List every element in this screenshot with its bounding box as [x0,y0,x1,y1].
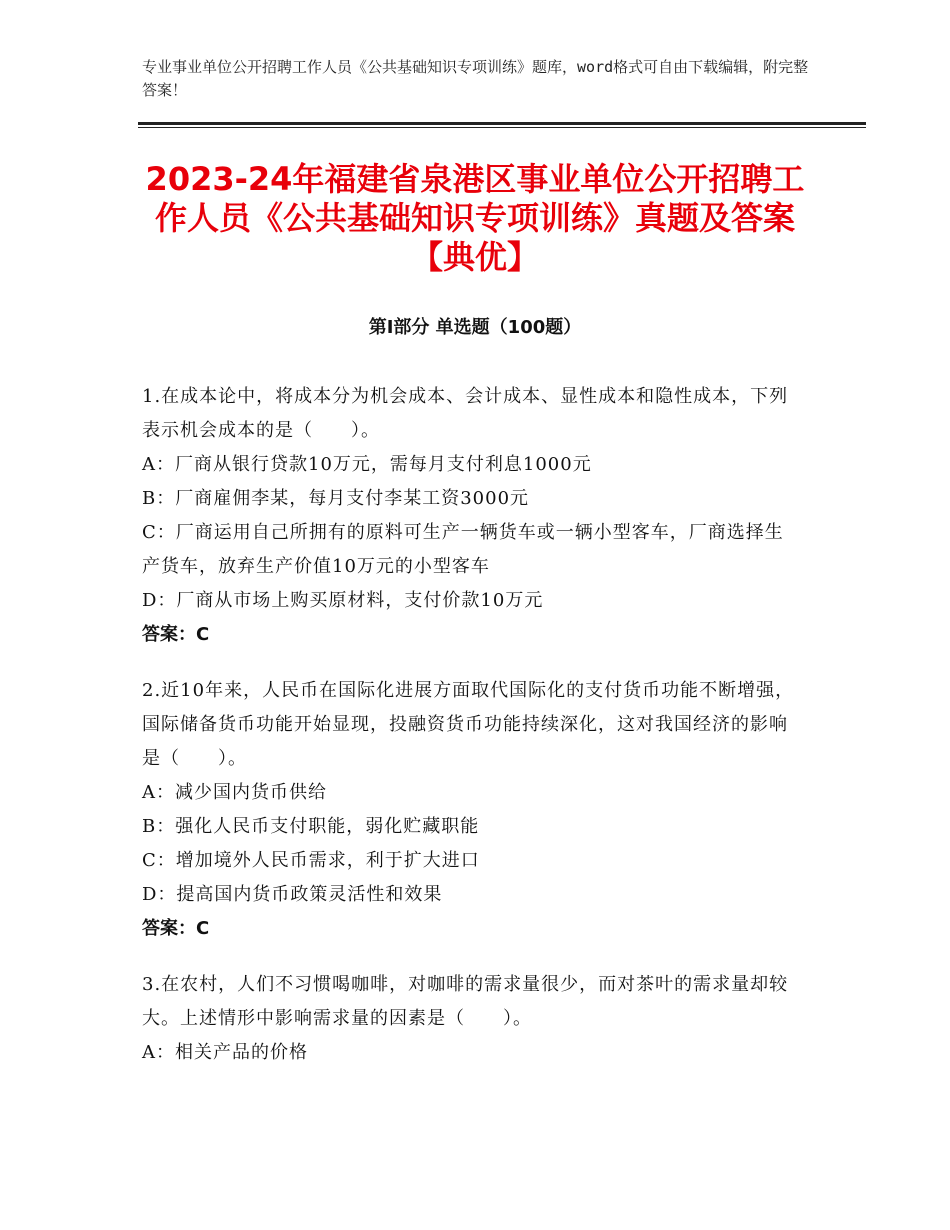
question-list [142,380,802,1092]
section-heading: 第Ⅰ部分 单选题（100题） [368,317,582,338]
answer: 答案：C [142,624,210,645]
question-2 [142,674,802,946]
option-b: B：强化人民币支付职能，弱化贮藏职能 [142,816,480,837]
question-3 [142,968,802,1070]
question-stem: 3.在农村，人们不习惯喝咖啡，对咖啡的需求量很少，而对茶叶的需求量却较大。上述情形中影响需求量的因素是（ ）。 [142,974,789,1029]
question-stem: 2.近10年来，人民币在国际化进展方面取代国际化的支付货币功能不断增强，国际储备货币功能开始显现，投融资货币功能持续深化，这对我国经济的影响是（ ）。 [142,680,795,769]
option-b: B：厂商雇佣李某，每月支付李某工资3000元 [142,488,530,509]
header-divider-thick [138,122,866,125]
answer: 答案：C [142,918,210,939]
header-divider-thin [138,127,866,128]
header-note: 专业事业单位公开招聘工作人员《公共基础知识专项训练》题库，word格式可自由下载编辑，附完整答案！ [142,58,809,99]
option-a: A：相关产品的价格 [142,1042,308,1063]
document-title: 2023-24年福建省泉港区事业单位公开招聘工作人员《公共基础知识专项训练》真题及答案【典优】 [145,160,805,276]
option-c: C：厂商运用自己所拥有的原料可生产一辆货车或一辆小型客车，厂商选择生产货车，放弃生产价值10万元的小型客车 [142,522,784,577]
question-stem: 1.在成本论中，将成本分为机会成本、会计成本、显性成本和隐性成本，下列表示机会成本的是（ ）。 [142,386,789,441]
option-a: A：减少国内货币供给 [142,782,327,803]
option-c: C：增加境外人民币需求，利于扩大进口 [142,850,480,871]
option-d: D：厂商从市场上购买原材料，支付价款10万元 [142,590,544,611]
option-d: D：提高国内货币政策灵活性和效果 [142,884,443,905]
question-1 [142,380,802,652]
option-a: A：厂商从银行贷款10万元，需每月支付利息1000元 [142,454,592,475]
